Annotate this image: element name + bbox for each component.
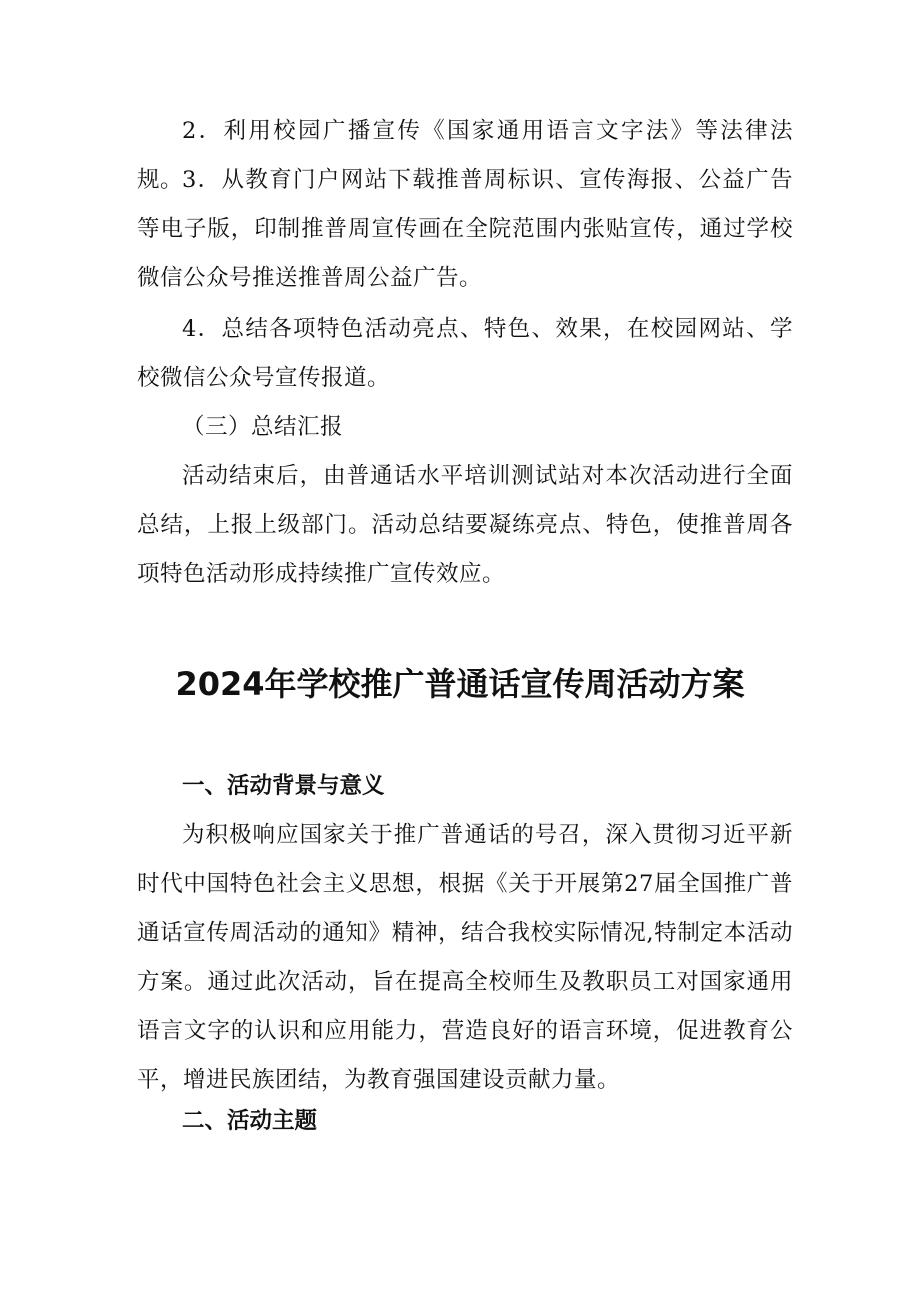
list-item-4: 4．总结各项特色活动亮点、特色、效果，在校园网站、学校微信公众号宣传报道。 [137, 316, 793, 391]
section-heading-background: 一、活动背景与意义 [182, 773, 385, 799]
document-title: 2024年学校推广普通话宣传周活动方案 [175, 665, 745, 703]
list-item-2: 2．利用校园广播宣传《国家通用语言文字法》等法律法规。 [137, 118, 793, 193]
summary-paragraph: 活动结束后，由普通话水平培训测试站对本次活动进行全面总结，上报上级部门。活动总结要凝练亮点、特色，使推普周各项特色活动形成持续推广宣传效应。 [137, 463, 793, 587]
background-paragraph: 为积极响应国家关于推广普通话的号召，深入贯彻习近平新时代中国特色社会主义思想，根据《关于开展第27届全国推广普通话宣传周活动的通知》精神，结合我校实际情况,特制定本活动方案。通过此次活动，旨在提高全校师生及教职员工对国家通用语言文字的认识和应用能力，营造良好的语言环境，促进教育公平，增进民族团结，为教育强国建设贡献力量。 [137, 822, 793, 1093]
sub-heading-summary-report: （三）总结汇报 [182, 414, 344, 440]
section-heading-theme: 二、活动主题 [182, 1108, 318, 1134]
list-item-3: 3．从教育门户网站下载推普周标识、宣传海报、公益广告等电子版，印制推普周宣传画在全院范围内张贴宣传，通过学校微信公众号推送推普周公益广告。 [137, 167, 793, 291]
